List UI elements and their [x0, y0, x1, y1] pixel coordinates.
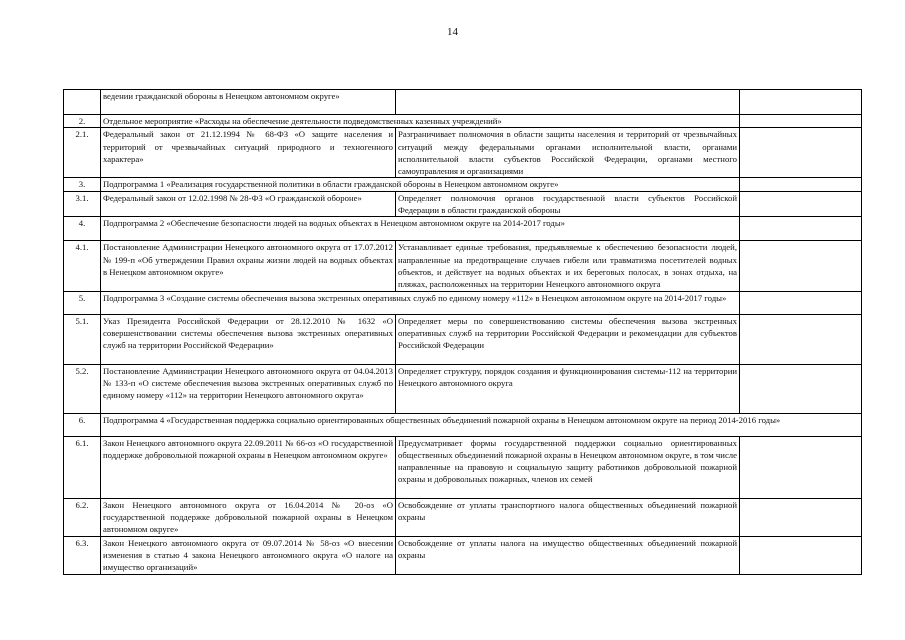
section-title: Подпрограмма 4 «Государственная поддержка социально ориентированных общественных объединений пожарной охраны в Ненецком автономном округе на период 2014-2016 годы» — [101, 413, 862, 436]
row-number: 6.3. — [64, 536, 101, 574]
description-cell — [396, 90, 740, 115]
section-header-row — [64, 217, 862, 241]
legal-act-cell: ведении гражданской обороны в Ненецком автономном округе» — [101, 90, 396, 115]
description-cell: Определяет меры по совершенствованию системы обеспечения вызова экстренных оперативных служб на территории Российской Федерации и рекомендации для субъектов Российской Федерации — [396, 314, 740, 364]
row-number: 5.2. — [64, 364, 101, 413]
extra-cell — [740, 128, 862, 178]
extra-cell — [740, 217, 862, 241]
section-header-row — [64, 413, 862, 436]
row-number: 3.1. — [64, 191, 101, 217]
table-row — [64, 498, 862, 536]
description-cell: Освобождение от уплаты налога на имущество общественных объединений пожарной охраны — [396, 536, 740, 574]
legal-act-cell: Федеральный закон от 21.12.1994 № 68-ФЗ «О защите населения и территорий от чрезвычайных ситуаций природного и техногенного характера» — [101, 128, 396, 178]
table-row — [64, 536, 862, 574]
row-number: 5. — [64, 291, 101, 314]
legal-act-cell: Закон Ненецкого автономного округа от 09.07.2014 № 58-оз «О внесении изменения в статью 4 закона Ненецкого автономного округа «О налоге на имущество организаций» — [101, 536, 396, 574]
row-number: 3. — [64, 178, 101, 191]
row-number: 6.2. — [64, 498, 101, 536]
row-number: 4. — [64, 217, 101, 241]
legal-acts-table — [63, 89, 862, 575]
legal-act-cell: Закон Ненецкого автономного округа 22.09.2011 № 66-оз «О государственной поддержке добровольной пожарной охраны в Ненецком автономном округе» — [101, 436, 396, 498]
legal-act-cell: Указ Президента Российской Федерации от 28.12.2010 № 1632 «О совершенствовании системы обеспечения вызова экстренных оперативных служб на территории Российской Федерации» — [101, 314, 396, 364]
extra-cell — [740, 115, 862, 128]
section-header-row — [64, 291, 862, 314]
description-cell: Предусматривает формы государственной поддержки социально ориентированных общественных объединений пожарной охраны в Ненецком автономном округе, в том числе направленные на правовую и социальную защиту работников добровольной пожарной охраны и добровольных пожарных, членов их семей — [396, 436, 740, 498]
row-number: 2. — [64, 115, 101, 128]
table-row — [64, 241, 862, 291]
table-row — [64, 128, 862, 178]
row-number — [64, 90, 101, 115]
extra-cell — [740, 436, 862, 498]
section-title: Отдельное мероприятие «Расходы на обеспечение деятельности подведомственных казенных учреждений» — [101, 115, 740, 128]
section-title: Подпрограмма 2 «Обеспечение безопасности людей на водных объектах в Ненецком автономном округе на 2014-2017 годы» — [101, 217, 740, 241]
legal-act-cell: Постановление Администрации Ненецкого автономного округа от 17.07.2012 № 199-п «Об утверждении Правил охраны жизни людей на водных объектах в Ненецком автономном округе» — [101, 241, 396, 291]
table-row — [64, 364, 862, 413]
description-cell: Определяет полномочия органов государственной власти субъектов Российской Федерации в области гражданской обороны — [396, 191, 740, 217]
row-number: 6. — [64, 413, 101, 436]
description-cell: Определяет структуру, порядок создания и функционирования системы-112 на территории Ненецкого автономного округа — [396, 364, 740, 413]
description-cell: Устанавливает единые требования, предъявляемые к обеспечению безопасности людей, направленные на предотвращение случаев гибели или травматизма посетителей водных объектов, и действует на водных объектах и их береговых полосах, в зонах отдыха, на пляжах, расположенных на территории Ненецкого автономного округа — [396, 241, 740, 291]
row-number: 2.1. — [64, 128, 101, 178]
table-row — [64, 436, 862, 498]
section-title: Подпрограмма 3 «Создание системы обеспечения вызова экстренных оперативных служб по единому номеру «112» в Ненецком автономном округе на 2014-2017 годы» — [101, 291, 740, 314]
extra-cell — [740, 364, 862, 413]
extra-cell — [740, 178, 862, 191]
extra-cell — [740, 498, 862, 536]
description-cell: Разграничивает полномочия в области защиты населения и территорий от чрезвычайных ситуаций между федеральными органами исполнительной власти, органами исполнительной власти субъектов Российской Федерации, органами местного самоуправления и организациями — [396, 128, 740, 178]
section-header-row — [64, 115, 862, 128]
legal-act-cell: Постановление Администрации Ненецкого автономного округа от 04.04.2013 № 133-п «О системе обеспечения вызова экстренных оперативных служб по единому номеру «112» на территории Ненецкого автономного округа» — [101, 364, 396, 413]
description-cell: Освобождение от уплаты транспортного налога общественных объединений пожарной охраны — [396, 498, 740, 536]
extra-cell — [740, 90, 862, 115]
extra-cell — [740, 241, 862, 291]
extra-cell — [740, 314, 862, 364]
row-number: 6.1. — [64, 436, 101, 498]
row-number: 4.1. — [64, 241, 101, 291]
extra-cell — [740, 191, 862, 217]
section-header-row — [64, 178, 862, 191]
table-row — [64, 314, 862, 364]
section-title: Подпрограмма 1 «Реализация государственной политики в области гражданской обороны в Ненецком автономном округе» — [101, 178, 740, 191]
extra-cell — [740, 536, 862, 574]
table-row — [64, 90, 862, 115]
extra-cell — [740, 291, 862, 314]
legal-act-cell: Федеральный закон от 12.02.1998 № 28-ФЗ «О гражданской обороне» — [101, 191, 396, 217]
row-number: 5.1. — [64, 314, 101, 364]
table-row — [64, 191, 862, 217]
legal-act-cell: Закон Ненецкого автономного округа от 16.04.2014 № 20-оз «О государственной поддержке добровольной пожарной охраны в Ненецком автономном округе» — [101, 498, 396, 536]
page-number: 14 — [447, 26, 458, 38]
